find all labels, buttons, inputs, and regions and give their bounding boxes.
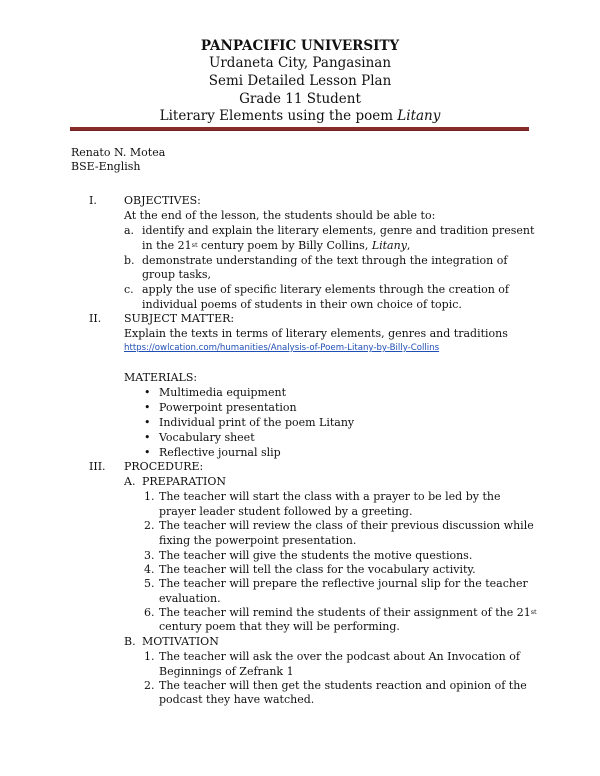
motivation-item-line1: The teacher will then get the students reaction and opinion of the [159, 679, 527, 692]
objective-b-letter: b. [124, 254, 135, 267]
preparation-letter: A. [124, 475, 136, 488]
objective-b-line2: group tasks, [142, 268, 211, 281]
objectives-intro: At the end of the lesson, the students should be able to: [124, 209, 436, 222]
preparation-heading: PREPARATION [142, 475, 226, 488]
topic-poem: Litany [397, 108, 441, 124]
author-program: BSE-English [71, 160, 141, 173]
material-item: Reflective journal slip [159, 446, 281, 459]
objective-a-line2 [142, 239, 410, 253]
motivation-item-line2: podcast they have watched. [159, 693, 315, 706]
objective-a-line1: identify and explain the literary elements, genre and tradition present [142, 224, 535, 237]
bullet-icon: • [144, 386, 151, 399]
prep-item-line1: The teacher will start the class with a prayer to be led by the [159, 490, 501, 503]
prep-item-line1: The teacher will give the students the motive questions. [159, 549, 473, 562]
motivation-item-number: 2. [144, 679, 155, 692]
subject-numeral: II. [89, 312, 102, 325]
objective-c-letter: c. [124, 283, 134, 296]
motivation-item-number: 1. [144, 650, 155, 663]
subject-link[interactable]: https://owlcation.com/humanities/Analysis-of-Poem-Litany-by-Billy-Collins [124, 343, 440, 353]
prep-item-number: 2. [144, 519, 155, 532]
objective-a-text2: century poem by Billy Collins, [197, 239, 372, 252]
prep-item-number: 5. [144, 577, 155, 590]
material-item: Vocabulary sheet [159, 431, 255, 444]
motivation-heading: MOTIVATION [142, 635, 219, 648]
objective-a-text: in the 21 [142, 239, 192, 252]
material-item: Individual print of the poem Litany [159, 416, 355, 429]
bullet-icon: • [144, 431, 151, 444]
university-name: PANPACIFIC UNIVERSITY [200, 38, 400, 54]
prep-item-line2: fixing the powerpoint presentation. [159, 534, 357, 547]
topic-prefix: Literary Elements using the poem [159, 108, 398, 124]
motivation-item-line1: The teacher will ask the over the podcast about An Invocation of [159, 650, 520, 663]
prep-item-line1: The teacher will review the class of their previous discussion while [159, 519, 534, 532]
grade-line: Grade 11 Student [239, 91, 361, 107]
objective-b-line1: demonstrate understanding of the text through the integration of [142, 254, 508, 267]
prep-item-sup: st [530, 608, 537, 616]
motivation-item-line2: Beginnings of Zefrank 1 [159, 665, 294, 678]
prep-item-text: The teacher will remind the students of their assignment of the 21 [159, 606, 531, 619]
subject-heading: SUBJECT MATTER: [124, 312, 235, 325]
plan-type: Semi Detailed Lesson Plan [208, 73, 392, 89]
prep-item-number: 4. [144, 563, 155, 576]
objective-a-sup: st [191, 241, 198, 249]
bullet-icon: • [144, 446, 151, 459]
material-item: Powerpoint presentation [159, 401, 297, 414]
procedure-numeral: III. [89, 460, 106, 473]
prep-item-number: 3. [144, 549, 155, 562]
prep-item-line2: century poem that they will be performing. [159, 620, 400, 633]
author-name: Renato N. Motea [71, 146, 166, 159]
objective-c-line1: apply the use of specific literary elements through the creation of [142, 283, 509, 296]
prep-item-line2: prayer leader student followed by a greeting. [159, 505, 413, 518]
objectives-heading: OBJECTIVES: [124, 194, 201, 207]
objective-a-poem: Litany [371, 239, 407, 252]
prep-item-line1: The teacher will tell the class for the vocabulary activity. [159, 563, 476, 576]
city-line: Urdaneta City, Pangasinan [208, 55, 392, 71]
bullet-icon: • [144, 401, 151, 414]
bullet-icon: • [144, 416, 151, 429]
motivation-letter: B. [124, 635, 136, 648]
prep-item-line1 [159, 606, 537, 620]
objectives-numeral: I. [89, 194, 97, 207]
prep-item-number: 1. [144, 490, 155, 503]
objective-c-line2: individual poems of students in their own choice of topic. [142, 298, 462, 311]
objective-a-comma: , [406, 239, 411, 252]
prep-item-line1: The teacher will prepare the reflective journal slip for the teacher [159, 577, 528, 590]
prep-item-number: 6. [144, 606, 155, 619]
objective-a-letter: a. [124, 224, 135, 237]
prep-item-line2: evaluation. [159, 592, 221, 605]
materials-heading: MATERIALS: [124, 371, 198, 384]
material-item: Multimedia equipment [159, 386, 286, 399]
header-divider [70, 127, 529, 131]
subject-text: Explain the texts in terms of literary elements, genres and traditions [124, 327, 508, 340]
topic-line [0, 108, 600, 124]
procedure-heading: PROCEDURE: [124, 460, 204, 473]
